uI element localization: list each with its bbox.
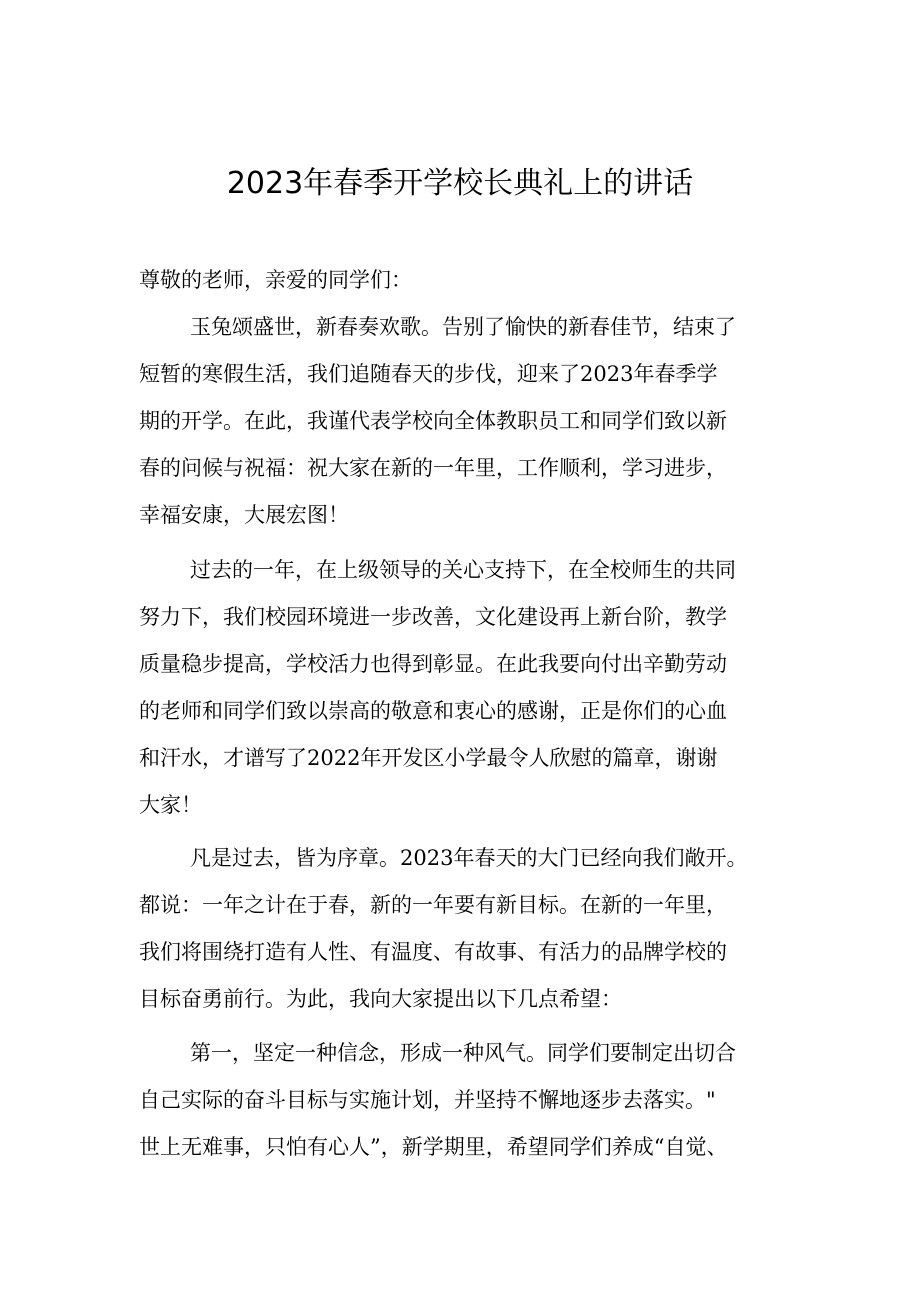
paragraph-line: 自己实际的奋斗目标与实施计划，并坚持不懈地逐步去落实。": [139, 1088, 716, 1112]
paragraph-line: 第一，坚定一种信念，形成一种风气。同学们要制定出切合: [190, 1041, 736, 1065]
paragraph-line: 和汗水，才谱写了2022年开发区小学最令人欣慰的篇章，谢谢: [139, 746, 718, 770]
paragraph-line: 大家！: [139, 793, 202, 817]
paragraph-line: 春的问候与祝福：祝大家在新的一年里，工作顺利，学习进步，: [139, 456, 727, 480]
paragraph-line: 的老师和同学们致以崇高的敬意和衷心的感谢，正是你们的心血: [139, 699, 727, 723]
paragraph-line: 短暂的寒假生活，我们追随春天的步伐，迎来了2023年春季学: [139, 362, 718, 386]
paragraph-line: 期的开学。在此，我谨代表学校向全体教职员工和同学们致以新: [139, 409, 727, 433]
paragraph-line: 世上无难事，只怕有心人”，新学期里，希望同学们养成“自觉、: [139, 1135, 728, 1159]
paragraph-line: 过去的一年，在上级领导的关心支持下，在全校师生的共同: [190, 558, 736, 582]
paragraph-line: 幸福安康，大展宏图！: [139, 503, 349, 527]
paragraph-line: 质量稳步提高，学校活力也得到彰显。在此我要向付出辛勤劳动: [139, 652, 727, 676]
document-title: 2023年春季开学校长典礼上的讲话: [226, 166, 694, 201]
paragraph-line: 努力下，我们校园环境进一步改善，文化建设再上新台阶，教学: [139, 605, 727, 629]
paragraph-line: 都说：一年之计在于春，新的一年要有新目标。在新的一年里，: [139, 893, 727, 917]
paragraph-line: 玉兔颂盛世，新春奏欢歌。告别了愉快的新春佳节，结束了: [190, 315, 736, 339]
paragraph-line: 凡是过去，皆为序章。2023年春天的大门已经向我们敞开。: [190, 846, 748, 870]
paragraph-line: 我们将围绕打造有人性、有温度、有故事、有活力的品牌学校的: [139, 940, 727, 964]
salutation: 尊敬的老师，亲爱的同学们：: [139, 268, 412, 292]
paragraph-line: 目标奋勇前行。为此，我向大家提出以下几点希望：: [139, 987, 622, 1011]
